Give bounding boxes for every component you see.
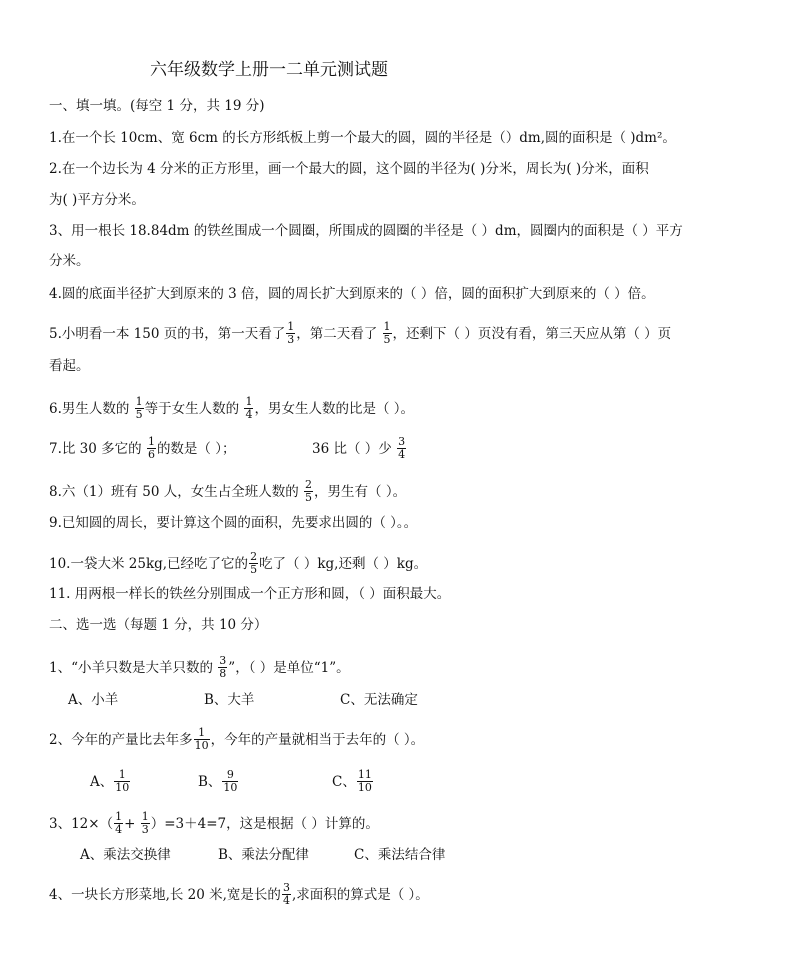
q5-text-b: ，第二天看了 xyxy=(296,326,382,342)
s2q2-option-c-fraction: $\frac{11}{10}$ xyxy=(357,768,372,794)
question-1-1: 1.在一个长 10cm、宽 6cm 的长方形纸板上剪一个最大的圆，圆的半径是（）dm,圆的面积是（ )dm²。 xyxy=(49,130,676,146)
s2q1-text-a: 1、“小羊只数是大羊只数的 xyxy=(49,660,218,676)
s2q2-text-b: ，今年的产量就相当于去年的（ ）。 xyxy=(210,732,425,748)
q6-fraction-1: $\frac{1}{5}$ xyxy=(135,395,143,421)
question-1-3-line1: 3、用一根长 18.84dm 的铁丝围成一个圆圈，所围成的圆圈的半径是（ ）dm，圆圈内的面积是（ ）平方 xyxy=(49,223,683,239)
s2q4-fraction: $\frac{3}{4}$ xyxy=(282,881,290,907)
s2q4-text-b: ,求面积的算式是（ ）。 xyxy=(291,887,429,903)
q7-text-b: 的数是（ ）； xyxy=(156,441,236,457)
s2q3-fraction-1: $\frac{1}{4}$ xyxy=(115,810,123,836)
s2q3-fraction-2: $\frac{1}{3}$ xyxy=(141,810,149,836)
question-1-6 xyxy=(49,397,414,422)
question-1-11: 11. 用两根一样长的铁丝分别围成一个正方形和圆，（ ）面积最大。 xyxy=(49,586,451,602)
s2q1-option-b: B、大羊 xyxy=(204,692,255,708)
s2q3-option-a: A、乘法交换律 xyxy=(80,847,171,863)
q5-text-c: ，还剩下（ ）页没有看，第三天应从第（ ）页 xyxy=(392,326,672,342)
s2q3-text-b: ）=3＋4=7，这是根据（ ）计算的。 xyxy=(150,816,379,832)
s2q4-text-a: 4、一块长方形菜地,长 20 米,宽是长的 xyxy=(49,887,281,903)
question-1-7 xyxy=(49,437,235,462)
question-2-1 xyxy=(49,656,350,681)
s2q2-option-b-fraction: $\frac{9}{10}$ xyxy=(223,768,238,794)
q8-fraction: $\frac{2}{5}$ xyxy=(305,478,313,504)
q6-text-b: 等于女生人数的 xyxy=(144,401,244,417)
question-1-9: 9.已知圆的周长，要计算这个圆的面积，先要求出圆的（ ）。。 xyxy=(49,515,418,531)
q10-text-a: 10.一袋大米 25kg,已经吃了它的 xyxy=(49,556,249,572)
s2q3-option-b: B、乘法分配律 xyxy=(218,847,309,863)
question-1-5 xyxy=(49,322,671,347)
q6-text-a: 6.男生人数的 xyxy=(49,401,134,417)
question-2-3 xyxy=(49,812,379,837)
q7-text-c: 36 比（ ）少 xyxy=(312,441,397,457)
q7-text-a: 7.比 30 多它的 xyxy=(49,441,146,457)
s2q2-text-a: 2、今年的产量比去年多 xyxy=(49,732,193,748)
q7-fraction-1: $\frac{1}{6}$ xyxy=(147,435,155,461)
q6-fraction-2: $\frac{1}{4}$ xyxy=(245,395,253,421)
question-1-10 xyxy=(49,552,427,577)
section1-heading: 一、填一填。(每空 1 分，共 19 分) xyxy=(49,98,265,114)
q8-text-a: 8.六（1）班有 50 人，女生占全班人数的 xyxy=(49,484,304,500)
q10-text-b: 吃了（ ）kg,还剩（ ）kg。 xyxy=(259,556,428,572)
q6-text-c: ，男女生人数的比是（ ）。 xyxy=(254,401,415,417)
question-1-4: 4.圆的底面半径扩大到原来的 3 倍，圆的周长扩大到原来的（ ）倍，圆的面积扩大到原来的（ ）倍。 xyxy=(49,286,655,302)
section2-heading: 二、选一选（每题 1 分，共 10 分） xyxy=(49,617,268,633)
s2q2-option-b: B、 $\frac{9}{10}$ xyxy=(198,768,238,794)
question-1-5-line2: 看起。 xyxy=(49,358,90,374)
question-1-2-line2: 为( )平方分米。 xyxy=(49,192,145,208)
s2q1-fraction: $\frac{3}{8}$ xyxy=(219,654,227,680)
s2q2-option-a: A、 $\frac{1}{10}$ xyxy=(90,768,130,794)
s2q1-option-c: C、无法确定 xyxy=(340,692,418,708)
s2q3-text-a: 3、12×（ xyxy=(49,816,114,832)
q7-fraction-2: $\frac{3}{4}$ xyxy=(398,435,406,461)
s2q3-option-c: C、乘法结合律 xyxy=(354,847,446,863)
question-2-2 xyxy=(49,728,424,753)
s2q3-plus: + xyxy=(124,816,140,832)
question-1-7-part2 xyxy=(312,437,407,462)
s2q2-option-c: C、 $\frac{11}{10}$ xyxy=(332,768,372,794)
q8-text-b: ，男生有（ ）。 xyxy=(314,484,407,500)
q5-fraction-2: $\frac{1}{5}$ xyxy=(383,320,391,346)
s2q1-text-b: ”，（ ）是单位“1”。 xyxy=(228,660,350,676)
s2q2-fraction: $\frac{1}{10}$ xyxy=(194,726,209,752)
q10-fraction: $\frac{2}{5}$ xyxy=(250,550,258,576)
q5-fraction-1: $\frac{1}{3}$ xyxy=(287,320,295,346)
question-1-2-line1: 2.在一个边长为 4 分米的正方形里，画一个最大的圆，这个圆的半径为( )分米，周长为( )分米，面积 xyxy=(49,161,649,177)
q5-text-a: 5.小明看一本 150 页的书，第一天看了 xyxy=(49,326,286,342)
s2q2-option-a-fraction: $\frac{1}{10}$ xyxy=(115,768,130,794)
question-1-8 xyxy=(49,480,406,505)
question-1-3-line2: 分米。 xyxy=(49,253,90,269)
question-2-4 xyxy=(49,883,429,908)
s2q1-option-a: A、小羊 xyxy=(68,692,119,708)
page-title: 六年级数学上册一二单元测试题 xyxy=(150,60,388,80)
